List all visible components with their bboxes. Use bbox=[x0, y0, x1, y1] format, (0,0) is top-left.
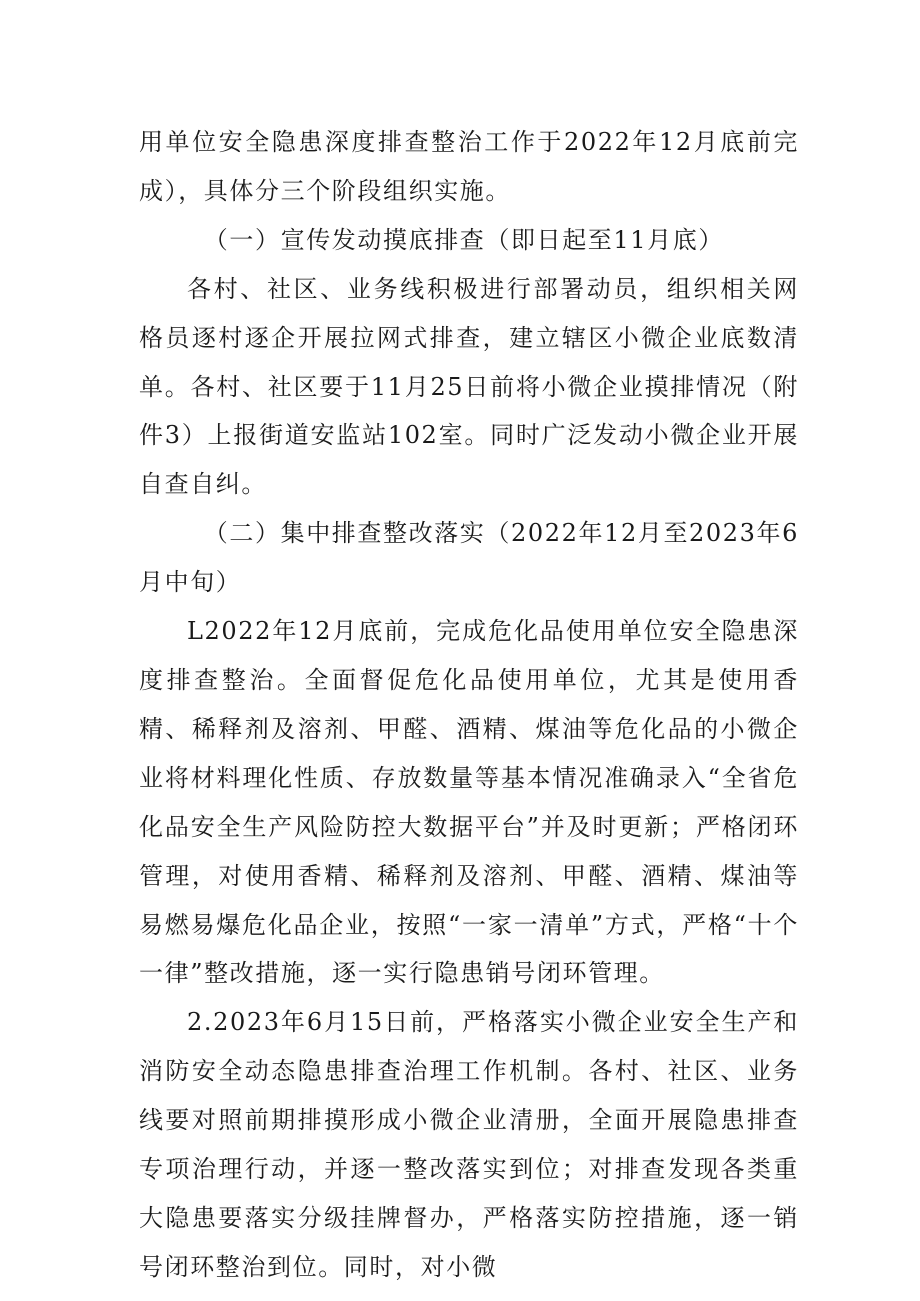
section-heading-1: （一）宣传发动摸底排查（即日起至11月底） bbox=[203, 225, 724, 254]
body-paragraph: 各村、社区、业务线积极进行部署动员，组织相关网格员逐村逐企开展拉网式排查，建立辖区小微企业底数清单。各村、社区要于11月25日前将小微企业摸排情况（附件3）上报街道安监站102室。同时广泛发动小微企业开展自查自纠。 bbox=[139, 274, 799, 499]
section-heading-2: （二）集中排查整改落实（2022年12月至2023年6月中旬） bbox=[139, 519, 799, 597]
body-paragraph: L2022年12月底前，完成危化品使用单位安全隐患深度排查整治。全面督促危化品使用单位，尤其是使用香精、稀释剂及溶剂、甲醛、酒精、煤油等危化品的小微企业将材料理化性质、存放数量等基本情况准确录入“全省危化品安全生产风险防控大数据平台”并及时更新；严格闭环管理，对使用香精、稀释剂及溶剂、甲醛、酒精、煤油等易燃易爆危化品企业，按照“一家一清单”方式，严格“十个一律”整改措施，逐一实行隐患销号闭环管理。 bbox=[139, 617, 799, 988]
document-body bbox=[139, 118, 799, 1292]
body-paragraph: 2.2023年6月15日前，严格落实小微企业安全生产和消防安全动态隐患排查治理工作机制。各村、社区、业务线要对照前期排摸形成小微企业清册，全面开展隐患排查专项治理行动，并逐一整改落实到位；对排查发现各类重大隐患要落实分级挂牌督办，严格落实防控措施，逐一销号闭环整治到位。同时，对小微 bbox=[139, 1008, 799, 1281]
continuation-paragraph: 用单位安全隐患深度排查整治工作于2022年12月底前完成），具体分三个阶段组织实施。 bbox=[139, 128, 799, 205]
